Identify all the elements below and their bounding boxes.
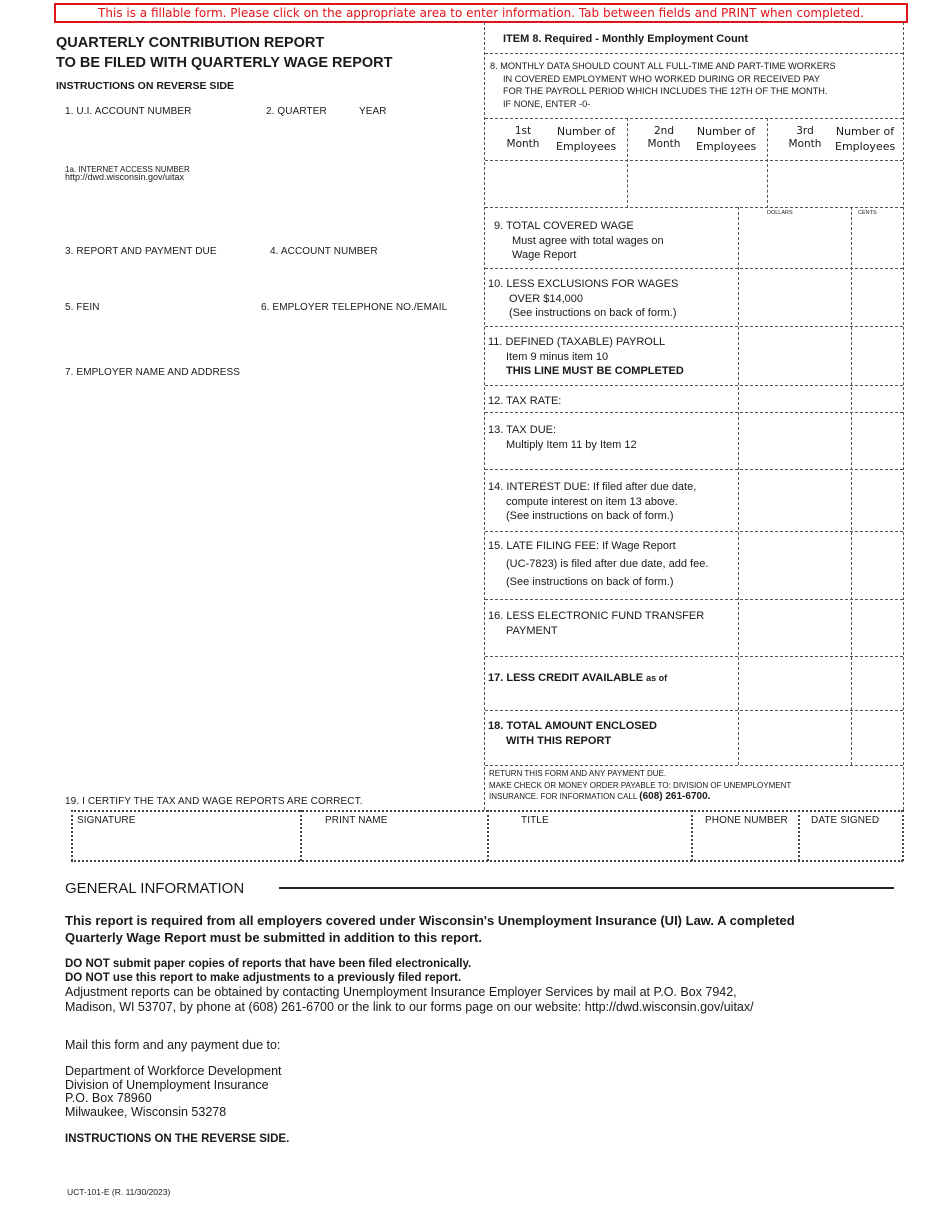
report-due-label: 3. REPORT AND PAYMENT DUE	[65, 246, 217, 257]
internet-access-label: 1a. INTERNET ACCESS NUMBER	[65, 165, 190, 174]
months-bottom-divider	[485, 207, 903, 208]
employer-name-input[interactable]	[65, 384, 465, 504]
right-panel-left-border	[484, 22, 485, 810]
month-2-employees-input[interactable]	[632, 170, 762, 198]
item-divider	[485, 599, 903, 600]
item-divider	[485, 268, 903, 269]
reverse-side-note: INSTRUCTIONS ON THE REVERSE SIDE.	[65, 1133, 290, 1145]
employer-name-label: 7. EMPLOYER NAME AND ADDRESS	[65, 367, 241, 378]
item-divider	[485, 326, 903, 327]
signature-row-divider	[487, 810, 489, 861]
general-required-notice: This report is required from all employers covered under Wisconsin's Unemployment Insurance (UI) Law. A completed Quarterly Wage Report must be submitted in addition to this report.	[65, 913, 795, 945]
item-17-dollars-input[interactable]	[742, 670, 847, 694]
print-name-label: PRINT NAME	[325, 815, 388, 826]
title-input[interactable]	[492, 832, 687, 856]
month-2-label: 2nd Month	[647, 125, 681, 150]
account-number-input[interactable]	[270, 262, 460, 280]
signature-row-divider	[71, 810, 73, 861]
phone-number-input[interactable]	[696, 832, 794, 856]
form-id: UCT-101-E (R. 11/30/2023)	[67, 1187, 171, 1197]
item-16-label: 16. LESS ELECTRONIC FUND TRANSFER PAYMENT	[488, 610, 705, 637]
item-15-label: 15. LATE FILING FEE: If Wage Report (UC-7823) is filed after due date, add fee. (See instructions on back of form.)	[488, 540, 709, 588]
certify-statement: 19. I CERTIFY THE TAX AND WAGE REPORTS ARE CORRECT.	[65, 796, 363, 807]
item-12-label: 12. TAX RATE:	[488, 395, 562, 407]
months-divider-1	[627, 118, 628, 208]
cents-header: CENTS	[858, 210, 877, 216]
item-13-label: 13. TAX DUE: Multiply Item 11 by Item 12	[488, 424, 637, 451]
item-13-cents-input[interactable]	[855, 428, 899, 452]
account-number-label: 4. ACCOUNT NUMBER	[270, 246, 378, 257]
item-14-label: 14. INTEREST DUE: If filed after due date, compute interest on item 13 above. (See instructions on back of form.)	[488, 481, 697, 522]
item8-desc-line: IN COVERED EMPLOYMENT WHO WORKED DURING OR RECEIVED PAY	[503, 73, 821, 84]
year-input[interactable]	[358, 122, 438, 140]
mail-instruction: Mail this form and any payment due to:	[65, 1038, 281, 1052]
item-9-cents-input[interactable]	[855, 228, 899, 252]
item-18-dollars-input[interactable]	[742, 725, 847, 749]
item-15-dollars-input[interactable]	[742, 552, 847, 576]
quarter-label: 2. QUARTER	[266, 106, 327, 117]
internet-access-url[interactable]: http://dwd.wisconsin.gov/uitax	[65, 172, 185, 182]
item-13-dollars-input[interactable]	[742, 428, 847, 452]
item-16-dollars-input[interactable]	[742, 615, 847, 639]
month-3-count-label: Number of Employees	[835, 125, 896, 153]
months-mid-divider	[485, 160, 903, 161]
item-divider	[485, 531, 903, 532]
item-15-cents-input[interactable]	[855, 552, 899, 576]
item-11-cents-input[interactable]	[855, 344, 899, 368]
print-name-input[interactable]	[305, 832, 483, 856]
cents-column-left-border	[851, 207, 852, 765]
signature-input[interactable]	[76, 832, 296, 856]
mailing-address: Department of Workforce Development Division of Unemployment Insurance P.O. Box 78960 Milwaukee, Wisconsin 53278	[65, 1064, 282, 1119]
fein-label: 5. FEIN	[65, 302, 100, 313]
signature-row-divider	[902, 810, 904, 861]
form-title-line2: TO BE FILED WITH QUARTERLY WAGE REPORT	[56, 55, 393, 71]
month-1-label: 1st Month	[506, 125, 540, 150]
quarter-input[interactable]	[270, 122, 350, 140]
item-divider	[485, 412, 903, 413]
item-divider	[485, 710, 903, 711]
item-14-dollars-input[interactable]	[742, 488, 847, 512]
month-3-employees-input[interactable]	[772, 170, 898, 198]
item8-divider	[485, 53, 903, 54]
months-divider-2	[767, 118, 768, 208]
item-10-label: 10. LESS EXCLUSIONS FOR WAGES OVER $14,000 (See instructions on back of form.)	[488, 278, 679, 319]
item-18-cents-input[interactable]	[855, 725, 899, 749]
item-divider	[485, 469, 903, 470]
general-info-heading: GENERAL INFORMATION	[65, 880, 245, 897]
signature-row-divider	[798, 810, 800, 861]
signature-row-divider	[691, 810, 693, 861]
item-10-cents-input[interactable]	[855, 285, 899, 309]
right-panel-right-border	[903, 22, 904, 810]
dollars-column-left-border	[738, 207, 739, 765]
month-1-count-label: Number of Employees	[556, 125, 617, 153]
general-adjustment-notice: DO NOT submit paper copies of reports that have been filed electronically. DO NOT use this report to make adjustments to a previously filed report. Adjustment reports can be obtained by contacting Unemployment Insurance Employer Services by mail at P.O. Box 7942, Madison, WI 53707, by phone at (608) 261-6700 or the link to our forms page on our website: http://dwd.wisconsin.gov/uitax/	[65, 958, 754, 1014]
ui-account-input[interactable]	[65, 122, 255, 140]
item-9-label: 9. TOTAL COVERED WAGE Must agree with total wages on Wage Report	[494, 220, 664, 261]
item8-title: ITEM 8. Required - Monthly Employment Count	[503, 33, 749, 45]
telephone-label: 6. EMPLOYER TELEPHONE NO./EMAIL	[261, 302, 448, 313]
internet-access-input[interactable]	[200, 165, 400, 183]
fillable-form-banner: This is a fillable form. Please click on the appropriate area to enter information. Tab between fields and PRINT when completed.	[54, 3, 908, 23]
item-17-as-of-date-input[interactable]	[668, 672, 734, 688]
date-signed-input[interactable]	[803, 832, 899, 856]
title-label: TITLE	[521, 815, 549, 826]
report-due-input[interactable]	[65, 262, 255, 280]
item8-desc-line: 8. MONTHLY DATA SHOULD COUNT ALL FULL-TIME AND PART-TIME WORKERS	[490, 61, 836, 71]
item-17-cents-input[interactable]	[855, 670, 899, 694]
item-12-rate-decimal-input[interactable]	[855, 390, 899, 410]
ui-account-label: 1. U.I. ACCOUNT NUMBER	[65, 106, 192, 117]
item-12-rate-input[interactable]	[742, 390, 847, 410]
telephone-input[interactable]	[265, 318, 475, 336]
item-11-label: 11. DEFINED (TAXABLE) PAYROLL Item 9 minus item 10 THIS LINE MUST BE COMPLETED	[488, 336, 684, 377]
fein-input[interactable]	[65, 318, 255, 336]
item-17-label: 17. LESS CREDIT AVAILABLE as of	[488, 672, 668, 684]
signature-label: SIGNATURE	[77, 815, 136, 826]
month-2-count-label: Number of Employees	[696, 125, 757, 153]
item8-desc-line: IF NONE, ENTER -0-	[503, 98, 591, 109]
item-divider	[485, 765, 903, 766]
signature-row-divider	[300, 810, 302, 861]
date-signed-label: DATE SIGNED	[811, 815, 880, 826]
month-1-employees-input[interactable]	[490, 170, 620, 198]
dollars-header: DOLLARS	[767, 210, 793, 216]
item-10-dollars-input[interactable]	[742, 285, 847, 309]
item8-description	[490, 60, 836, 110]
item-9-dollars-input[interactable]	[742, 228, 847, 252]
item-divider	[485, 385, 903, 386]
item-14-cents-input[interactable]	[855, 488, 899, 512]
month-3-label: 3rd Month	[788, 125, 822, 150]
months-top-divider	[485, 118, 903, 119]
item-16-cents-input[interactable]	[855, 615, 899, 639]
return-instructions: RETURN THIS FORM AND ANY PAYMENT DUE. MAKE CHECK OR MONEY ORDER PAYABLE TO: DIVISION OF UNEMPLOYMENT INSURANCE. FOR INFORMATION CALL (608) 261-6700.	[489, 769, 792, 802]
year-label: YEAR	[359, 106, 387, 117]
phone-number-label: PHONE NUMBER	[705, 815, 788, 826]
item-18-label: 18. TOTAL AMOUNT ENCLOSED WITH THIS REPORT	[488, 720, 657, 747]
instructions-note: INSTRUCTIONS ON REVERSE SIDE	[56, 80, 234, 92]
item8-desc-line: FOR THE PAYROLL PERIOD WHICH INCLUDES THE 12TH OF THE MONTH.	[503, 86, 828, 96]
item-11-dollars-input[interactable]	[742, 344, 847, 368]
general-info-rule	[279, 887, 894, 889]
form-title-line1: QUARTERLY CONTRIBUTION REPORT	[56, 35, 325, 51]
item-divider	[485, 656, 903, 657]
